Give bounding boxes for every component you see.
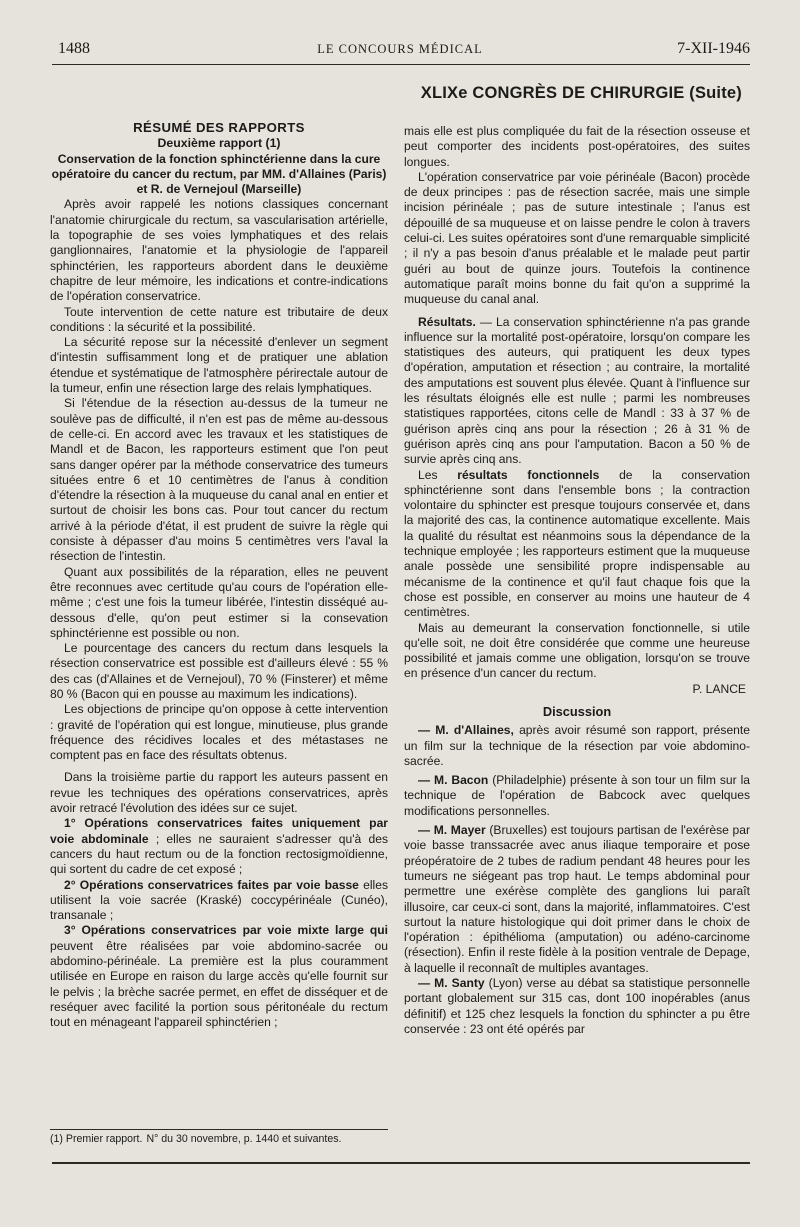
page-number: 1488 bbox=[58, 40, 90, 57]
speaker-text: (Lyon) verse au débat sa statistique personnelle portant globalement sur 315 cas, dont 100 inopérables (anus définitif) et 125 chez lesquels la fonction du sphincter a pu être conservée : 23 ont été opérés par bbox=[404, 976, 750, 1036]
paragraph-functional bbox=[404, 468, 750, 621]
speaker-text: après avoir résumé son rapport, présente un film sur la technique de la résection par voie abdomino-sacrée. bbox=[404, 723, 750, 768]
functional-label: résultats fonctionnels bbox=[457, 467, 600, 482]
journal-title: LE CONCOURS MÉDICAL bbox=[317, 42, 483, 56]
speaker-name: — M. Santy bbox=[418, 976, 485, 991]
paragraph-conclusion: Mais au demeurant la conservation fonctionnelle, si utile qu'elle soit, ne doit être considérée que comme une heureuse possibilité et jamais comme une obligation, lorsqu'on se trouve en présence d'un cancer du rectum. bbox=[404, 620, 750, 681]
paragraph-intro: Après avoir rappelé les notions classiques concernant l'anatomie chirurgicale du rectum, sa vascularisation artérielle, la topographie de ses voies lymphatiques et des relais ganglionnaires, l'anatomie et la physiologie de l'appareil sphinctérien, les rapporteurs abordent dans le deuxième chapitre de leur mémoire, les indications et contre-indications de l'opération conservatrice. bbox=[50, 197, 388, 304]
item-text: peuvent être réalisées par voie abdomino-sacrée ou abdomino-périnéale. La première est la plus couramment utilisée en Europe en raison du large accès qu'elle fournit sur le pelvis ; la brèche sacrée permet, en effet de disséquer et de reséquer avec facilité la portion sous péritonéale du rectum tout en ménageant l'appareil sphinctérien ; bbox=[50, 938, 388, 1030]
paragraph-perineal: L'opération conservatrice par voie périnéale (Bacon) procède de deux principes : pas de résection sacrée, mais une simple incision périnéale ; pas de suture intestinale ; l'anus est dépouillé de sa muqueuse et on laisse pendre le colon à travers celui-ci. Les suites opératoires sont d'une remarquable simplicité ; il n'y a pas besoin d'anus préalable et le malade peut partir guéri au bout de quinze jours. Toutefois la continence automatique paraît moins bonne du fait qu'on a supprimé la muqueuse du canal anal. bbox=[404, 169, 750, 307]
speaker-name: — M. Mayer bbox=[418, 823, 486, 838]
list-item-low-route bbox=[50, 878, 388, 924]
issue-date: 7-XII-1946 bbox=[677, 40, 750, 57]
paragraph-results bbox=[404, 315, 750, 468]
paragraph-objections: Les objections de principe qu'on oppose à cette intervention : gravité de l'opération qui est longue, minutieuse, plus grande fréquence des récidives locales et des métastases ne comptent pas en face des résultats obtenus. bbox=[50, 702, 388, 763]
paragraph-continuation: mais elle est plus compliquée du fait de la résection osseuse et peut comporter des incidents post-opératoires, des suites longues. bbox=[404, 124, 750, 169]
discussion-santy bbox=[404, 976, 750, 1037]
author-signature: P. LANCE bbox=[692, 681, 746, 696]
results-label: Résultats. bbox=[418, 314, 476, 329]
discussion-bacon bbox=[404, 773, 750, 819]
left-column bbox=[50, 118, 388, 1031]
paragraph-conditions: Toute intervention de cette nature est tributaire de deux conditions : la sécurité et la possibilité. bbox=[50, 304, 388, 334]
header-rule bbox=[52, 64, 750, 65]
functional-text: de la conservation sphinctérienne sont dans l'ensemble bons ; la contraction volontaire du sphincter est presque toujours conservée et, dans la majorité des cas, la continence automatique excellente. Mais la qualité du résultat est néanmoins sous la dépendance de la technique employée ; les rapporteurs estiment que la muqueuse anale possède une sensibilité propre indispensable au mécanisme de la continence et qu'il faut chaque fois que la chose est possible, en conserver au moins une hauteur de 4 centimètres. bbox=[404, 467, 750, 620]
footer-rule bbox=[52, 1162, 750, 1164]
running-head bbox=[50, 40, 750, 62]
paragraph-security: La sécurité repose sur la nécessité d'enlever un segment d'intestin suffisamment long et de pratiquer une ablation étendue et systématique de l'atmosphère périrectale autour de la tumeur, enfin une résection large des relais lymphatiques. bbox=[50, 335, 388, 396]
item-text: elles utilisent la voie sacrée (Kraské) coccypérinéale (Cunéo), transanale ; bbox=[50, 877, 388, 923]
item-text: ; elles ne sauraient s'adresser qu'à des cancers du haut rectum ou de la fonction rectosigmoïdienne, qui sortent du cadre de cet exposé ; bbox=[50, 831, 388, 877]
discussion-heading: Discussion bbox=[542, 703, 612, 719]
section-title: XLIXe CONGRÈS DE CHIRURGIE (Suite) bbox=[420, 84, 742, 102]
footnote-text: N° du 30 novembre, p. 1440 et suivantes. bbox=[146, 1133, 342, 1145]
speaker-name: — M. Bacon bbox=[418, 773, 489, 788]
footnote-label: (1) Premier rapport. bbox=[50, 1133, 143, 1145]
functional-intro: Les bbox=[418, 467, 458, 482]
summary-heading: RÉSUMÉ DES RAPPORTS bbox=[133, 120, 305, 135]
item-label: 1° Opérations conservatrices faites uniquement par voie abdominale bbox=[50, 816, 388, 846]
discussion-allaines bbox=[404, 723, 750, 769]
right-column bbox=[404, 124, 750, 1037]
speaker-name: — M. d'Allaines, bbox=[418, 723, 514, 738]
list-item-mixed-route bbox=[50, 923, 388, 1030]
item-label: 2° Opérations conservatrices faites par voie basse bbox=[64, 877, 359, 892]
results-text: — La conservation sphinctérienne n'a pas grande influence sur la mortalité post-opératoire, lorsqu'on compare les statistiques des auteurs, qui pratiquent les deux types d'opération, amputation et résection ; au contraire, la mortalité des amputations est souvent plus élevée. Quant à l'influence sur les résultats éloignés elle est nulle ; parmi les nombreuses statistiques rapportées, citons celle de Mandl : 33 à 37 % de guérison après cinq ans pour la résection ; 26 à 31 % de guérison après cinq ans pour l'amputation. Bacon a 50 % de survie après cinq ans. bbox=[404, 314, 750, 467]
paragraph-percentage: Le pourcentage des cancers du rectum dans lesquels la résection conservatrice est possible est d'ailleurs élevé : 55 % des cas (d'Allaines et de Vernejoul), 70 % (Finsterer) et même 80 % (Bacon qui en pousse au maximum les indications). bbox=[50, 641, 388, 701]
paragraph-third-part: Dans la troisième partie du rapport les auteurs passent en revue les techniques des opérations conservatrices, après avoir retracé l'évolution des idées sur ce sujet. bbox=[50, 770, 388, 816]
item-label: 3° Opérations conservatrices par voie mixte large qui bbox=[64, 923, 388, 938]
speaker-text: (Bruxelles) est toujours partisan de l'exérèse par voie basse transsacrée avec anus iliaque temporaire et pose préopératoire de 2 tubes de radium pendant 48 heures pour les tumeurs ne siégeant pas trop haut. Le temps abdominal pour permettre une exérèse complète des ganglions lui paraît illusoire, car ceux-ci sont, dans la majorité, inflammatoires. C'est surtout la nature histologique qui doit primer dans le choix de l'opération : épithélioma (amputation) ou adéno-carcinome (résection). Enfin il reste fidèle à la position ventrale de Depage, à laquelle il reconnaît de multiples avantages. bbox=[404, 823, 750, 975]
list-item-abdominal bbox=[50, 816, 388, 877]
paragraph-repair: Quant aux possibilités de la réparation, elles ne peuvent être reconnues avec certitude qu'au cours de l'opération elle-même ; c'est une fois la tumeur libérée, l'intestin disséqué au-dessous d'elle, qu'on peut estimer si la consevation sphinctérienne est possible ou non. bbox=[50, 564, 388, 640]
report-title: Conservation de la fonction sphinctérienne dans la cure opératoire du cancer du rectum, par MM. d'Allaines (Paris) et R. de Vernejoul (Marseille) bbox=[51, 151, 387, 197]
discussion-mayer bbox=[404, 823, 750, 976]
report-subheading: Deuxième rapport (1) bbox=[157, 136, 281, 151]
speaker-text: (Philadelphie) présente à son tour un film sur la technique de l'opération de Babcock avec quelques modifications personnelles. bbox=[404, 773, 750, 818]
paragraph-extent: Si l'étendue de la résection au-dessus de la tumeur ne soulève pas de difficulté, il n'en est pas de même au-dessous de celle-ci. En accord avec les travaux et les statistiques de Mandl et de Bacon, les rapporteurs estiment que l'on peut sans danger opérer par la méthode conservatrice des tumeurs situées entre 6 et 10 centimètres de l'anus à condition d'étendre la résection à la muqueuse du canal anal en entier et surtout de choisir les bons cas. Pour tout cancer du rectum arrivé à la période d'état, il est prudent de suivre la règle qui consiste à dépasser d'au moins 5 centimètres vers l'aval la résection de l'intestin. bbox=[50, 396, 388, 564]
footnote bbox=[50, 1129, 388, 1146]
